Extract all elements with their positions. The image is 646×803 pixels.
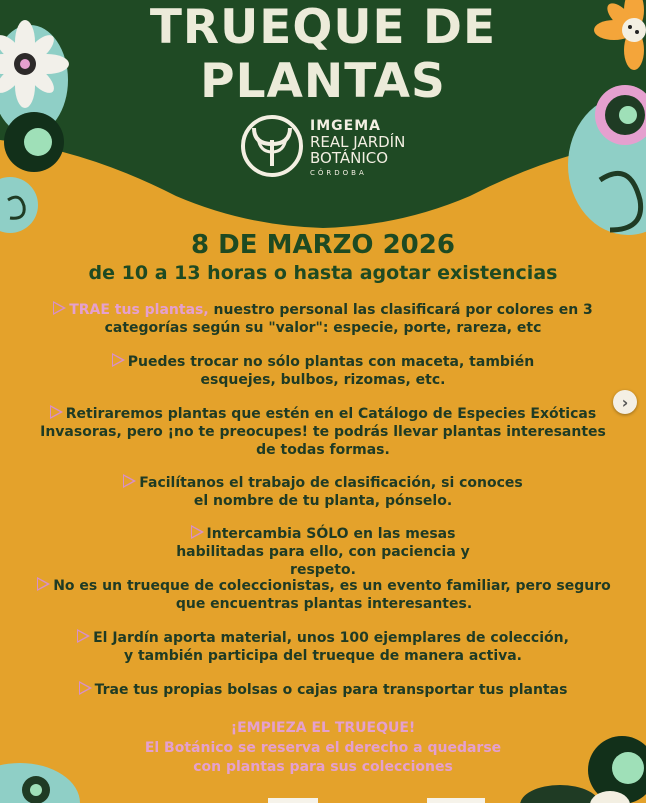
carousel-next-button[interactable] xyxy=(613,390,637,414)
item-text: Retiraremos plantas que estén en el Catálogo de Especies Exóticas Invasoras, pero ¡no te preocupes! te podrás llevar plantas interesantes de todas formas. xyxy=(40,406,606,458)
bottom-logo-stub xyxy=(268,798,318,803)
list-item xyxy=(16,629,630,665)
footer-line-2: El Botánico se reserva el derecho a quedarse xyxy=(144,740,502,756)
list-item xyxy=(16,301,630,337)
item-text: Intercambia SÓLO en las mesas habilitadas para ello, con paciencia y respeto. xyxy=(176,526,470,578)
list-item xyxy=(16,474,630,510)
arrow-icon xyxy=(123,474,136,488)
item-text: Trae tus propias bolsas o cajas para transportar tus plantas xyxy=(94,682,568,698)
list-item xyxy=(16,525,630,579)
teal-swirl-icon xyxy=(0,177,38,233)
list-item xyxy=(28,405,618,459)
arrow-icon xyxy=(191,525,204,539)
chevron-right-icon: › xyxy=(621,392,629,412)
arrow-icon xyxy=(37,577,50,591)
item-highlight: TRAE tus plantas, xyxy=(69,302,209,318)
item-text: No es un trueque de coleccionistas, es un evento familiar, pero seguro que encuentras plantas interesantes. xyxy=(53,578,611,612)
list-item xyxy=(16,681,630,699)
list-item xyxy=(22,577,626,613)
bottom-logo-stub xyxy=(427,798,485,803)
item-text: Facilítanos el trabajo de clasificación, si conoces el nombre de tu planta, pónselo. xyxy=(139,475,523,509)
arrow-icon xyxy=(79,681,92,695)
item-text: El Jardín aporta material, unos 100 ejemplares de colección, y también participa del trueque de manera activa. xyxy=(93,630,569,664)
title-line-2: PLANTAS xyxy=(200,54,446,109)
imgema-logo-icon xyxy=(240,114,310,178)
event-hours: de 10 a 13 horas o hasta agotar existencias xyxy=(88,262,558,284)
logo-line-2: REAL JARDÍN xyxy=(310,133,406,151)
arrow-icon xyxy=(77,629,90,643)
arrow-icon xyxy=(112,353,125,367)
logo-line-3: BOTÁNICO xyxy=(310,149,389,167)
arrow-icon xyxy=(50,405,63,419)
arrow-icon xyxy=(53,301,66,315)
footer-line-3: con plantas para sus colecciones xyxy=(193,759,453,775)
footer-headline: ¡EMPIEZA EL TRUEQUE! xyxy=(230,720,416,736)
event-date: 8 DE MARZO 2026 xyxy=(191,230,455,260)
logo-city: CÓRDOBA xyxy=(310,169,367,177)
list-item xyxy=(16,353,630,389)
logo-name: IMGEMA xyxy=(310,118,381,134)
item-text: Puedes trocar no sólo plantas con maceta, también esquejes, bulbos, rizomas, etc. xyxy=(127,354,535,388)
title-line-1: TRUEQUE DE xyxy=(149,0,497,55)
item-text: nuestro personal las clasificará por colores en 3 categorías según su "valor": especie, porte, rareza, etc xyxy=(104,302,593,336)
